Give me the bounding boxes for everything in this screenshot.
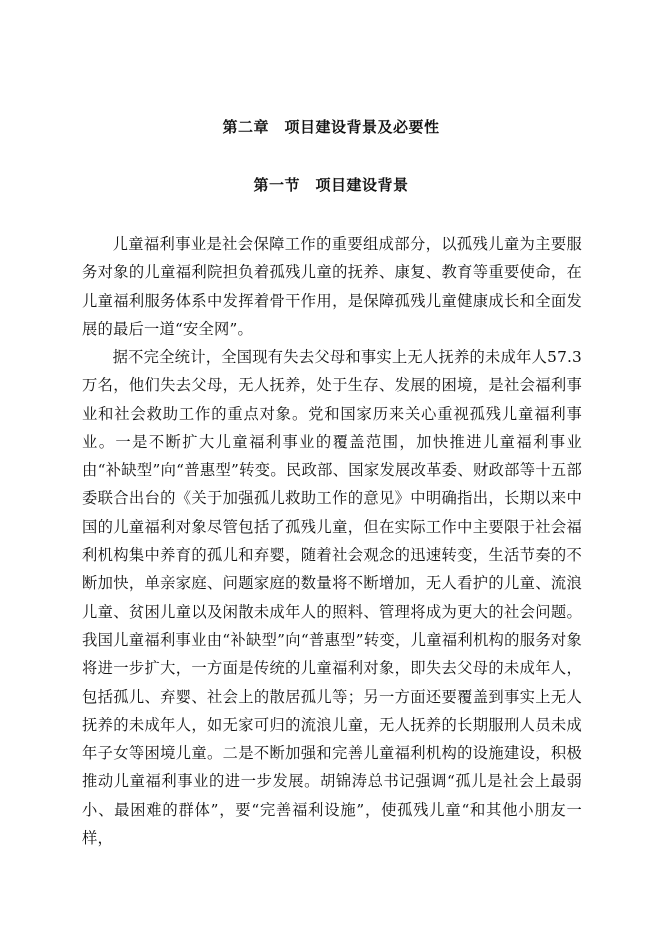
body-paragraph-1: 儿童福利事业是社会保障工作的重要组成部分，以孤残儿童为主要服务对象的儿童福利院担负着孤残儿童的抚养、康复、教育等重要使命，在儿童福利服务体系中发挥着骨干作用，是保障孤残儿童健康成长和全面发展的最后一道“安全网”。 (82, 235, 582, 338)
section-title: 第一节 项目建设背景 (253, 176, 409, 194)
body-paragraph-2: 据不完全统计，全国现有失去父母和事实上无人抚养的未成年人57.3万名，他们失去父母，无人抚养，处于生存、发展的困境，是社会福利事业和社会救助工作的重点对象。党和国家历来关心重视孤残儿童福利事业。一是不断扩大儿童福利事业的覆盖范围，加快推进儿童福利事业由“补缺型”向“普惠型”转变。民政部、国家发展改革委、财政部等十五部委联合出台的《关于加强孤儿救助工作的意见》中明确指出，长期以来中国的儿童福利对象尽管包括了孤残儿童，但在实际工作中主要限于社会福利机构集中养育的孤儿和弃婴，随着社会观念的迅速转变，生活节奏的不断加快，单亲家庭、问题家庭的数量将不断增加，无人看护的儿童、流浪儿童、贫困儿童以及闲散未成年人的照料、管理将成为更大的社会问题。我国儿童福利事业由“补缺型”向“普惠型”转变，儿童福利机构的服务对象将进一步扩大，一方面是传统的儿童福利对象，即失去父母的未成年人，包括孤儿、弃婴、社会上的散居孤儿等；另一方面还要覆盖到事实上无人抚养的未成年人，如无家可归的流浪儿童，无人抚养的长期服刑人员未成年子女等困境儿童。二是不断加强和完善儿童福利机构的设施建设，积极推动儿童福利事业的进一步发展。胡锦涛总书记强调“孤儿是社会上最弱小、最困难的群体”，要“完善福利设施”，使孤残儿童“和其他小朋友一样， (82, 348, 582, 848)
chapter-title: 第二章 项目建设背景及必要性 (222, 118, 440, 136)
